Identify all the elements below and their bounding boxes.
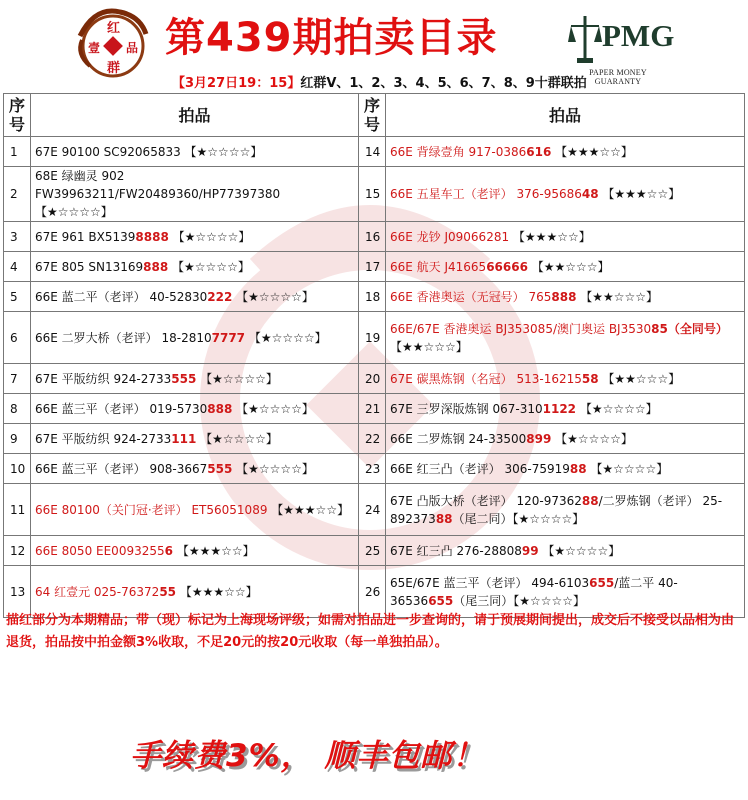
lot-text-segment: 68E 绿幽灵 902 FW39963211/FW20489360/HP77397380 【★☆☆☆☆】	[35, 169, 281, 219]
lot-number: 15	[359, 167, 386, 222]
lot-text-segment: （尾二同）【★☆☆☆☆】	[452, 511, 585, 526]
lot-number: 13	[4, 566, 31, 618]
lot-number: 8	[4, 394, 31, 424]
lot-text-segment: /蓝二平 40-36536	[390, 575, 678, 608]
lot-text-segment: 88	[569, 461, 587, 476]
lot-text-segment: 67E 平版纺织 924-2733	[35, 431, 172, 446]
table-row	[4, 424, 745, 454]
table-row	[4, 282, 745, 312]
lot-text-segment: 67E 红三凸 276-28808	[390, 543, 522, 558]
lot-description	[386, 484, 745, 536]
lot-text-segment: 【★☆☆☆☆】	[551, 431, 633, 446]
lot-text-segment: 66E/67E 香港奥运 BJ353085/澳门奥运 BJ3530	[390, 321, 652, 336]
lot-text-segment: 【★★☆☆☆】	[598, 371, 681, 386]
table-row	[4, 454, 745, 484]
lot-number: 3	[4, 222, 31, 252]
lot-description	[31, 167, 359, 222]
lot-description	[386, 454, 745, 484]
lot-description	[31, 282, 359, 312]
lot-description	[386, 137, 745, 167]
table-row	[4, 137, 745, 167]
lot-text-segment: 【★★☆☆☆】	[527, 259, 610, 274]
lot-text-segment: 66E 背绿壹角 917-0386	[390, 144, 527, 159]
lot-text-segment: 【★☆☆☆☆】	[232, 289, 314, 304]
lot-number: 14	[359, 137, 386, 167]
lot-description	[31, 424, 359, 454]
lot-text-segment: 7777	[211, 330, 246, 345]
auction-subtitle	[172, 72, 587, 91]
lot-text-segment: 66E 航天 J41665	[390, 259, 487, 274]
lot-description	[31, 364, 359, 394]
lot-number: 18	[359, 282, 386, 312]
lot-text-segment: 48	[581, 187, 599, 201]
lot-number: 17	[359, 252, 386, 282]
lot-text-segment: 66E 五星车工（老评） 376-95686	[390, 187, 582, 201]
lot-text-segment: 66E 80100（关门冠·老评） ET56051089	[35, 502, 268, 517]
lot-number: 25	[359, 536, 386, 566]
logo-char-4: 群	[107, 61, 121, 76]
lot-text-segment: 67E 平版纺织 924-2733	[35, 371, 172, 386]
lot-text-segment: 【★☆☆☆☆】	[538, 543, 621, 558]
pmg-wordmark: PMG	[602, 18, 675, 53]
lot-description	[386, 282, 745, 312]
lot-text-segment: 1122	[542, 401, 577, 416]
lot-text-segment: 58	[581, 371, 599, 386]
lot-text-segment: 88	[581, 493, 599, 508]
lot-description	[31, 137, 359, 167]
lot-text-segment: 66E 蓝三平（老评） 908-3667	[35, 461, 208, 476]
lot-number: 24	[359, 484, 386, 536]
lot-number: 4	[4, 252, 31, 282]
lot-number: 6	[4, 312, 31, 364]
lot-text-segment: 111	[171, 431, 197, 446]
table-row	[4, 252, 745, 282]
col-header-no: 序号	[4, 94, 31, 137]
lot-text-segment: 67E 凸版大桥（老评） 120-97362	[390, 493, 582, 508]
lot-description	[386, 536, 745, 566]
lot-text-segment: 【★☆☆☆☆】	[196, 431, 278, 446]
lot-text-segment: 66E 龙钞 J09066281	[390, 229, 510, 244]
lot-text-segment: 【★★★☆☆】	[267, 502, 350, 517]
lot-text-segment: 88	[435, 511, 453, 526]
table-row	[4, 222, 745, 252]
lot-text-segment: 66E 8050 EE0093255	[35, 543, 165, 558]
lot-text-segment: 6	[164, 543, 173, 558]
col-header-no: 序号	[359, 94, 386, 137]
lot-text-segment: 85（全同号）	[651, 321, 728, 336]
lot-text-segment: 888	[207, 401, 233, 416]
lot-text-segment: 【★★★☆☆】	[551, 144, 633, 159]
lot-description	[386, 312, 745, 364]
lot-text-segment: 【★☆☆☆☆】	[232, 461, 314, 476]
lot-text-segment: 67E 90100 SC92065833 【★☆☆☆☆】	[35, 144, 263, 159]
scales-icon	[568, 14, 602, 66]
table-row	[4, 484, 745, 536]
lot-description	[31, 312, 359, 364]
lot-text-segment: 66666	[486, 259, 528, 274]
lot-number: 20	[359, 364, 386, 394]
logo-char-1: 红	[107, 21, 121, 36]
lot-number: 23	[359, 454, 386, 484]
catalog-table	[3, 93, 745, 618]
lot-text-segment: 【★★★☆☆】	[176, 584, 258, 599]
lot-text-segment: 【★★☆☆☆】	[576, 289, 659, 304]
catalog-title: 第439期拍卖目录	[165, 15, 498, 61]
lot-description	[31, 536, 359, 566]
lot-text-segment: 【★☆☆☆☆】	[168, 229, 251, 244]
lot-number: 2	[4, 167, 31, 222]
lot-text-segment: 66E 蓝三平（老评） 019-5730	[35, 401, 208, 416]
lot-text-segment: 67E 三罗深版炼钢 067-310	[390, 401, 543, 416]
lot-text-segment: 【★★★☆☆】	[173, 543, 255, 558]
col-header-item: 拍品	[31, 94, 359, 137]
lot-description	[31, 222, 359, 252]
lot-description	[386, 424, 745, 454]
lot-number: 1	[4, 137, 31, 167]
table-row	[4, 167, 745, 222]
lot-number: 11	[4, 484, 31, 536]
lot-text-segment: 【★☆☆☆☆】	[168, 259, 250, 274]
fee-banner: 手续费3%， 顺丰包邮！	[130, 738, 485, 774]
lot-description	[386, 222, 745, 252]
lot-text-segment: 64 红壹元 025-76372	[35, 584, 160, 599]
lot-number: 12	[4, 536, 31, 566]
pmg-subtitle: PAPER MONEY GUARANTY	[589, 68, 647, 86]
lot-number: 19	[359, 312, 386, 364]
table-row	[4, 536, 745, 566]
lot-description	[386, 252, 745, 282]
lot-description	[31, 252, 359, 282]
lot-description	[386, 167, 745, 222]
lot-text-segment: 【★☆☆☆☆】	[586, 461, 669, 476]
lot-text-segment: 【★★★☆☆】	[509, 229, 591, 244]
table-header-row	[4, 94, 745, 137]
lot-text-segment: 【★★☆☆☆】	[390, 339, 468, 354]
lot-number: 26	[359, 566, 386, 618]
lot-text-segment: 555	[171, 371, 197, 386]
lot-text-segment: 655	[428, 593, 454, 608]
lot-text-segment: 67E 碳黑炼钢（名冠） 513-16215	[390, 371, 582, 386]
lot-text-segment: 55	[159, 584, 177, 599]
logo-char-2: 壹	[88, 41, 101, 55]
lot-description	[386, 394, 745, 424]
lot-text-segment: 8888	[135, 229, 169, 244]
lot-text-segment: 66E 二罗大桥（老评） 18-2810	[35, 330, 212, 345]
auction-date: 【3月27日19：15】	[172, 76, 301, 91]
lot-text-segment: 555	[207, 461, 233, 476]
lot-text-segment: 【★☆☆☆☆】	[576, 401, 658, 416]
lot-text-segment: 【★★★☆☆】	[598, 187, 681, 201]
lot-number: 21	[359, 394, 386, 424]
lot-text-segment: 888	[143, 259, 169, 274]
lot-text-segment: 99	[521, 543, 539, 558]
lot-text-segment: 222	[207, 289, 233, 304]
terms-text: 描红部分为本期精品；带（现）标记为上海现场评级；如需对拍品进一步查询的，请于预展期间提出，成交后不接受以品相为由退货，拍品按中拍金额3%收取，不足20元的按20元收取（每一单独拍品）。	[6, 613, 735, 650]
lot-description	[31, 394, 359, 424]
col-header-item: 拍品	[386, 94, 745, 137]
lot-number: 10	[4, 454, 31, 484]
lot-text-segment: 【★☆☆☆☆】	[245, 330, 327, 345]
lot-description	[31, 484, 359, 536]
page-header	[0, 0, 748, 92]
logo-char-3: 品	[126, 41, 139, 55]
lot-text-segment: 888	[551, 289, 577, 304]
lot-text-segment: 66E 蓝二平（老评） 40-52830	[35, 289, 208, 304]
lot-text-segment: /二罗炼钢（老评） 25-892373	[390, 493, 723, 526]
lot-number: 16	[359, 222, 386, 252]
lot-text-segment: 67E 961 BX5139	[35, 229, 136, 244]
lot-number: 9	[4, 424, 31, 454]
lot-text-segment: 66E 红三凸（老评） 306-75919	[390, 461, 570, 476]
lot-text-segment: 【★☆☆☆☆】	[232, 401, 314, 416]
lot-text-segment: 65E/67E 蓝三平（老评） 494-6103	[390, 575, 590, 590]
table-row	[4, 312, 745, 364]
table-row	[4, 394, 745, 424]
lot-number: 5	[4, 282, 31, 312]
lot-number: 7	[4, 364, 31, 394]
lot-description	[386, 364, 745, 394]
table-row	[4, 364, 745, 394]
lot-text-segment: 616	[526, 144, 552, 159]
lot-text-segment: 66E 香港奥运（无冠号） 765	[390, 289, 552, 304]
lot-number: 22	[359, 424, 386, 454]
auction-groups: 红群V、1、2、3、4、5、6、7、8、9十群联拍	[300, 76, 587, 91]
lot-text-segment: 67E 805 SN13169	[35, 259, 144, 274]
lot-text-segment: 【★☆☆☆☆】	[196, 371, 278, 386]
lot-description	[31, 454, 359, 484]
lot-text-segment: （尾三同）【★☆☆☆☆】	[453, 593, 586, 608]
lot-text-segment: 66E 二罗炼钢 24-33500	[390, 431, 527, 446]
terms-note	[6, 610, 742, 654]
lot-text-segment: 655	[589, 575, 615, 590]
lot-text-segment: 899	[526, 431, 552, 446]
dragon-logo	[70, 6, 152, 80]
